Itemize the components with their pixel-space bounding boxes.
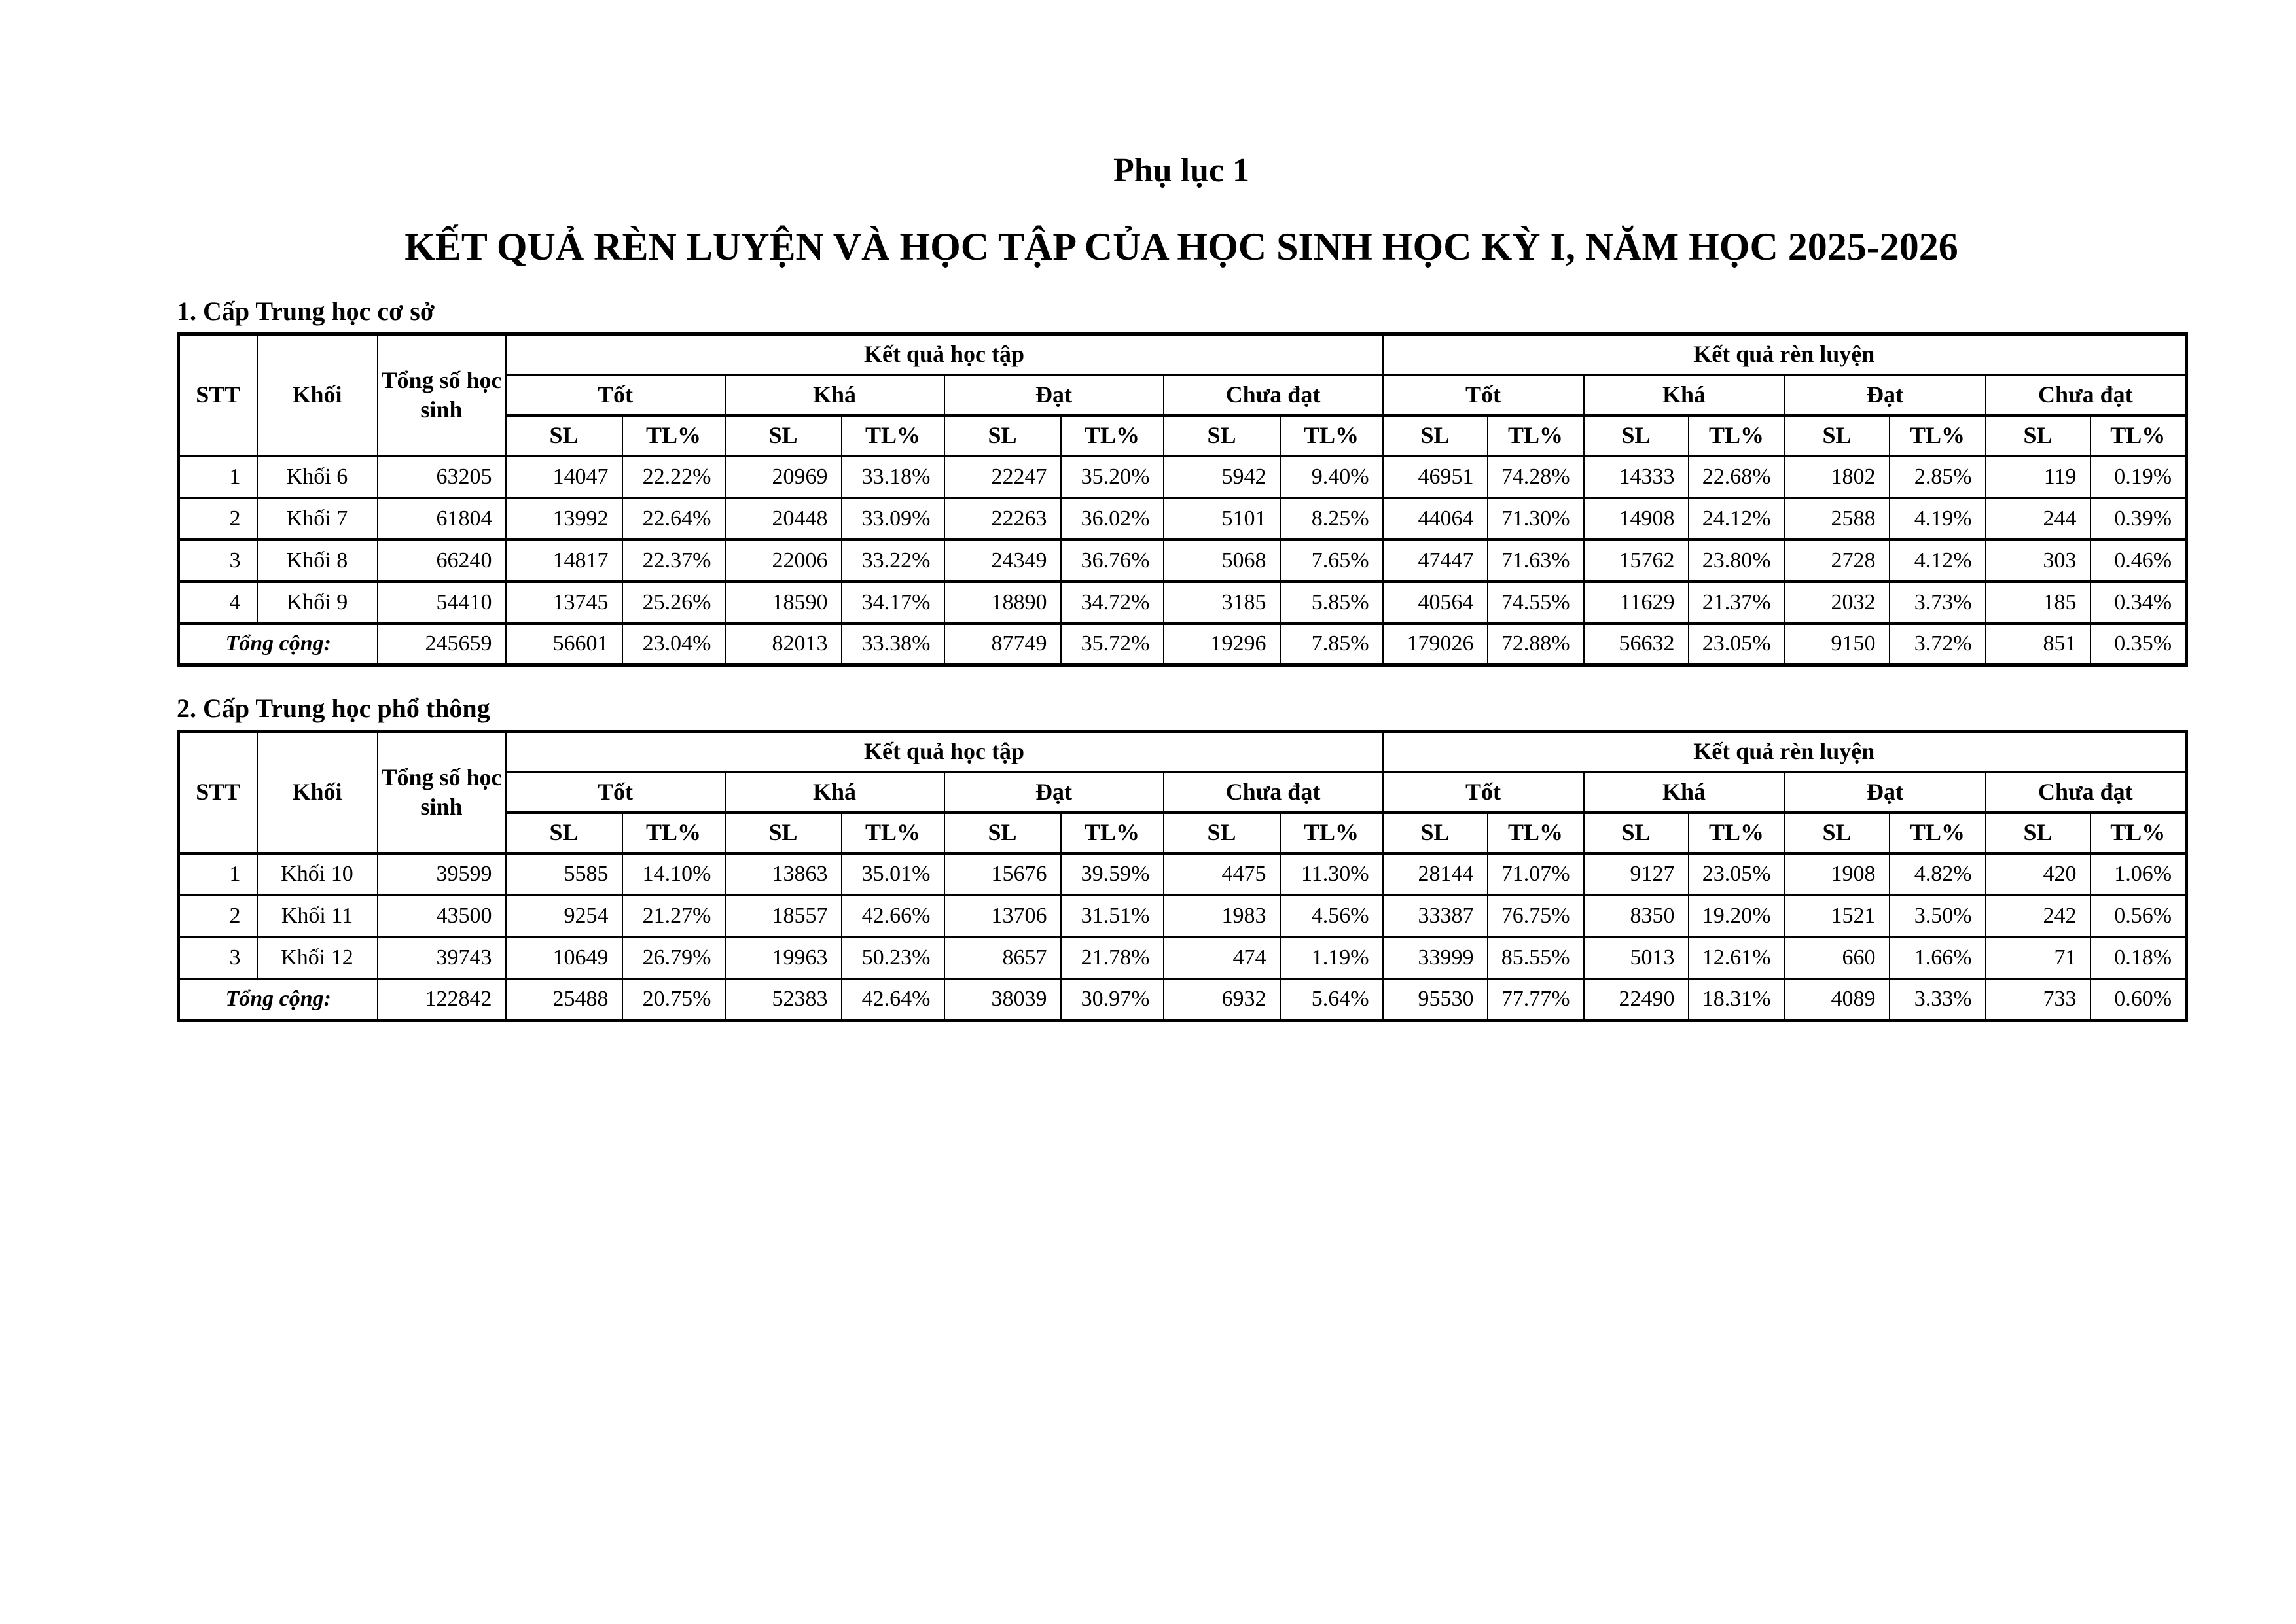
header-tl: TL% — [1280, 415, 1383, 456]
value-cell: 40564 — [1383, 582, 1488, 624]
value-cell: 28144 — [1383, 853, 1488, 895]
value-cell: 71.07% — [1488, 853, 1584, 895]
value-cell: 39743 — [378, 937, 506, 979]
appendix-title: Phụ lục 1 — [1113, 152, 1250, 189]
value-cell: 13863 — [725, 853, 842, 895]
total-value-cell: 20.75% — [622, 979, 725, 1021]
value-cell: 185 — [1986, 582, 2090, 624]
value-cell: 42.66% — [842, 895, 944, 937]
value-cell: 21.78% — [1061, 937, 1164, 979]
value-cell: 66240 — [378, 540, 506, 582]
header-tl: TL% — [1061, 813, 1164, 853]
value-cell: 1521 — [1785, 895, 1890, 937]
value-cell: 1908 — [1785, 853, 1890, 895]
value-cell: 25.26% — [622, 582, 725, 624]
value-cell: 33387 — [1383, 895, 1488, 937]
value-cell: 5013 — [1584, 937, 1689, 979]
total-value-cell: 245659 — [378, 624, 506, 665]
grade-cell: Khối 9 — [257, 582, 378, 624]
value-cell: 47447 — [1383, 540, 1488, 582]
total-value-cell: 35.72% — [1061, 624, 1164, 665]
row-index-cell: 1 — [179, 456, 257, 498]
data-row — [179, 498, 2187, 540]
value-cell: 3.50% — [1890, 895, 1986, 937]
value-cell: 8657 — [944, 937, 1061, 979]
total-value-cell: 82013 — [725, 624, 842, 665]
value-cell: 9.40% — [1280, 456, 1383, 498]
total-value-cell: 77.77% — [1488, 979, 1584, 1021]
total-value-cell: 0.35% — [2090, 624, 2187, 665]
value-cell: 5101 — [1164, 498, 1280, 540]
total-value-cell: 23.05% — [1689, 624, 1785, 665]
header-sl: SL — [725, 813, 842, 853]
value-cell: 420 — [1986, 853, 2090, 895]
value-cell: 33999 — [1383, 937, 1488, 979]
value-cell: 0.56% — [2090, 895, 2187, 937]
total-value-cell: 25488 — [506, 979, 622, 1021]
data-row — [179, 540, 2187, 582]
value-cell: 34.72% — [1061, 582, 1164, 624]
data-row — [179, 895, 2187, 937]
value-cell: 303 — [1986, 540, 2090, 582]
header-sl: SL — [725, 415, 842, 456]
value-cell: 71.63% — [1488, 540, 1584, 582]
value-cell: 85.55% — [1488, 937, 1584, 979]
total-value-cell: 38039 — [944, 979, 1061, 1021]
value-cell: 33.22% — [842, 540, 944, 582]
header-sl: SL — [1383, 813, 1488, 853]
value-cell: 24.12% — [1689, 498, 1785, 540]
value-cell: 2728 — [1785, 540, 1890, 582]
value-cell: 21.27% — [622, 895, 725, 937]
header-tl: TL% — [1488, 415, 1584, 456]
header-tl: TL% — [1061, 415, 1164, 456]
header-total-students: Tổng số học sinh — [378, 732, 506, 853]
value-cell: 14047 — [506, 456, 622, 498]
header-conduct-kha: Khá — [1584, 375, 1785, 415]
value-cell: 8350 — [1584, 895, 1689, 937]
grade-cell: Khối 8 — [257, 540, 378, 582]
total-value-cell: 19296 — [1164, 624, 1280, 665]
value-cell: 74.28% — [1488, 456, 1584, 498]
total-value-cell: 0.60% — [2090, 979, 2187, 1021]
value-cell: 119 — [1986, 456, 2090, 498]
value-cell: 2588 — [1785, 498, 1890, 540]
header-tl: TL% — [2090, 415, 2187, 456]
header-academic-kha: Khá — [725, 772, 944, 813]
value-cell: 18557 — [725, 895, 842, 937]
header-row-groups — [179, 732, 2187, 772]
header-conduct-dat: Đạt — [1785, 772, 1986, 813]
value-cell: 36.02% — [1061, 498, 1164, 540]
value-cell: 474 — [1164, 937, 1280, 979]
header-total-students: Tổng số học sinh — [378, 334, 506, 456]
value-cell: 242 — [1986, 895, 2090, 937]
header-academic-results: Kết quả học tập — [506, 732, 1383, 772]
value-cell: 4475 — [1164, 853, 1280, 895]
total-value-cell: 733 — [1986, 979, 2090, 1021]
value-cell: 8.25% — [1280, 498, 1383, 540]
value-cell: 0.39% — [2090, 498, 2187, 540]
table-header — [179, 334, 2187, 456]
value-cell: 13706 — [944, 895, 1061, 937]
value-cell: 18890 — [944, 582, 1061, 624]
header-academic-dat: Đạt — [944, 375, 1164, 415]
value-cell: 76.75% — [1488, 895, 1584, 937]
value-cell: 22006 — [725, 540, 842, 582]
value-cell: 660 — [1785, 937, 1890, 979]
value-cell: 14817 — [506, 540, 622, 582]
value-cell: 0.18% — [2090, 937, 2187, 979]
value-cell: 9254 — [506, 895, 622, 937]
header-academic-chua-dat: Chưa đạt — [1164, 772, 1383, 813]
section-heading-thpt: 2. Cấp Trung học phổ thông — [177, 694, 490, 723]
total-value-cell: 95530 — [1383, 979, 1488, 1021]
value-cell: 20969 — [725, 456, 842, 498]
value-cell: 11.30% — [1280, 853, 1383, 895]
value-cell: 71.30% — [1488, 498, 1584, 540]
total-value-cell: 9150 — [1785, 624, 1890, 665]
header-tl: TL% — [1689, 813, 1785, 853]
header-tl: TL% — [1488, 813, 1584, 853]
total-value-cell: 56632 — [1584, 624, 1689, 665]
header-sl: SL — [1383, 415, 1488, 456]
value-cell: 15676 — [944, 853, 1061, 895]
header-tl: TL% — [1890, 415, 1986, 456]
document-content — [177, 0, 2186, 1022]
value-cell: 1.06% — [2090, 853, 2187, 895]
data-row — [179, 853, 2187, 895]
value-cell: 22247 — [944, 456, 1061, 498]
main-title: KẾT QUẢ RÈN LUYỆN VÀ HỌC TẬP CỦA HỌC SINH HỌC KỲ I, NĂM HỌC 2025-2026 — [404, 225, 1958, 268]
total-row — [179, 624, 2187, 665]
header-sl: SL — [944, 415, 1061, 456]
header-academic-dat: Đạt — [944, 772, 1164, 813]
header-sl: SL — [944, 813, 1061, 853]
value-cell: 39599 — [378, 853, 506, 895]
value-cell: 23.05% — [1689, 853, 1785, 895]
header-khoi: Khối — [257, 732, 378, 853]
header-tl: TL% — [1890, 813, 1986, 853]
data-row — [179, 582, 2187, 624]
total-value-cell: 23.04% — [622, 624, 725, 665]
total-value-cell: 7.85% — [1280, 624, 1383, 665]
total-value-cell: 18.31% — [1689, 979, 1785, 1021]
grade-cell: Khối 6 — [257, 456, 378, 498]
value-cell: 35.01% — [842, 853, 944, 895]
row-index-cell: 4 — [179, 582, 257, 624]
value-cell: 44064 — [1383, 498, 1488, 540]
header-sl: SL — [1164, 415, 1280, 456]
total-value-cell: 122842 — [378, 979, 506, 1021]
value-cell: 54410 — [378, 582, 506, 624]
value-cell: 18590 — [725, 582, 842, 624]
row-index-cell: 2 — [179, 895, 257, 937]
header-academic-tot: Tốt — [506, 772, 725, 813]
total-value-cell: 22490 — [1584, 979, 1689, 1021]
header-row-groups — [179, 334, 2187, 375]
value-cell: 39.59% — [1061, 853, 1164, 895]
value-cell: 11629 — [1584, 582, 1689, 624]
value-cell: 63205 — [378, 456, 506, 498]
value-cell: 15762 — [1584, 540, 1689, 582]
header-academic-results: Kết quả học tập — [506, 334, 1383, 375]
value-cell: 1983 — [1164, 895, 1280, 937]
header-conduct-tot: Tốt — [1383, 375, 1584, 415]
header-conduct-tot: Tốt — [1383, 772, 1584, 813]
value-cell: 26.79% — [622, 937, 725, 979]
value-cell: 244 — [1986, 498, 2090, 540]
value-cell: 7.65% — [1280, 540, 1383, 582]
thcs-results-table — [177, 332, 2188, 667]
value-cell: 12.61% — [1689, 937, 1785, 979]
table-header — [179, 732, 2187, 853]
value-cell: 33.09% — [842, 498, 944, 540]
header-stt: STT — [179, 334, 257, 456]
value-cell: 22.68% — [1689, 456, 1785, 498]
value-cell: 9127 — [1584, 853, 1689, 895]
value-cell: 46951 — [1383, 456, 1488, 498]
value-cell: 71 — [1986, 937, 2090, 979]
header-tl: TL% — [2090, 813, 2187, 853]
row-index-cell: 3 — [179, 540, 257, 582]
value-cell: 74.55% — [1488, 582, 1584, 624]
total-value-cell: 3.33% — [1890, 979, 1986, 1021]
total-value-cell: 56601 — [506, 624, 622, 665]
value-cell: 3.73% — [1890, 582, 1986, 624]
grade-cell: Khối 12 — [257, 937, 378, 979]
value-cell: 1.66% — [1890, 937, 1986, 979]
value-cell: 13992 — [506, 498, 622, 540]
header-academic-kha: Khá — [725, 375, 944, 415]
grade-cell: Khối 11 — [257, 895, 378, 937]
header-sl: SL — [1986, 813, 2090, 853]
grade-cell: Khối 7 — [257, 498, 378, 540]
total-row — [179, 979, 2187, 1021]
value-cell: 1802 — [1785, 456, 1890, 498]
value-cell: 20448 — [725, 498, 842, 540]
value-cell: 2032 — [1785, 582, 1890, 624]
value-cell: 36.76% — [1061, 540, 1164, 582]
value-cell: 5068 — [1164, 540, 1280, 582]
header-academic-tot: Tốt — [506, 375, 725, 415]
header-tl: TL% — [1280, 813, 1383, 853]
header-tl: TL% — [622, 415, 725, 456]
thcs-table-body — [179, 456, 2187, 665]
value-cell: 2.85% — [1890, 456, 1986, 498]
header-conduct-results: Kết quả rèn luyện — [1383, 732, 2187, 772]
total-value-cell: 30.97% — [1061, 979, 1164, 1021]
row-index-cell: 2 — [179, 498, 257, 540]
total-value-cell: 87749 — [944, 624, 1061, 665]
value-cell: 4.19% — [1890, 498, 1986, 540]
header-conduct-kha: Khá — [1584, 772, 1785, 813]
value-cell: 5942 — [1164, 456, 1280, 498]
value-cell: 50.23% — [842, 937, 944, 979]
value-cell: 24349 — [944, 540, 1061, 582]
total-value-cell: 42.64% — [842, 979, 944, 1021]
value-cell: 5585 — [506, 853, 622, 895]
value-cell: 23.80% — [1689, 540, 1785, 582]
value-cell: 22263 — [944, 498, 1061, 540]
total-value-cell: 72.88% — [1488, 624, 1584, 665]
header-sl: SL — [1785, 813, 1890, 853]
value-cell: 4.82% — [1890, 853, 1986, 895]
total-value-cell: 5.64% — [1280, 979, 1383, 1021]
header-conduct-results: Kết quả rèn luyện — [1383, 334, 2187, 375]
header-tl: TL% — [1689, 415, 1785, 456]
total-value-cell: 6932 — [1164, 979, 1280, 1021]
value-cell: 22.64% — [622, 498, 725, 540]
data-row — [179, 937, 2187, 979]
total-value-cell: 3.72% — [1890, 624, 1986, 665]
value-cell: 3185 — [1164, 582, 1280, 624]
value-cell: 19.20% — [1689, 895, 1785, 937]
grade-cell: Khối 10 — [257, 853, 378, 895]
header-sl: SL — [506, 813, 622, 853]
value-cell: 14908 — [1584, 498, 1689, 540]
total-value-cell: 4089 — [1785, 979, 1890, 1021]
value-cell: 4.56% — [1280, 895, 1383, 937]
header-sl: SL — [1584, 415, 1689, 456]
header-academic-chua-dat: Chưa đạt — [1164, 375, 1383, 415]
value-cell: 22.37% — [622, 540, 725, 582]
header-conduct-chua-dat: Chưa đạt — [1986, 375, 2187, 415]
thpt-results-table — [177, 730, 2188, 1022]
header-conduct-chua-dat: Chưa đạt — [1986, 772, 2187, 813]
total-value-cell: 851 — [1986, 624, 2090, 665]
value-cell: 0.46% — [2090, 540, 2187, 582]
value-cell: 35.20% — [1061, 456, 1164, 498]
row-index-cell: 1 — [179, 853, 257, 895]
header-sl: SL — [1164, 813, 1280, 853]
value-cell: 14.10% — [622, 853, 725, 895]
total-label: Tổng cộng: — [179, 624, 378, 665]
row-index-cell: 3 — [179, 937, 257, 979]
total-value-cell: 33.38% — [842, 624, 944, 665]
value-cell: 31.51% — [1061, 895, 1164, 937]
total-value-cell: 179026 — [1383, 624, 1488, 665]
value-cell: 13745 — [506, 582, 622, 624]
header-khoi: Khối — [257, 334, 378, 456]
value-cell: 19963 — [725, 937, 842, 979]
data-row — [179, 456, 2187, 498]
value-cell: 61804 — [378, 498, 506, 540]
value-cell: 21.37% — [1689, 582, 1785, 624]
header-tl: TL% — [842, 415, 944, 456]
section-heading-thcs: 1. Cấp Trung học cơ sở — [177, 296, 435, 326]
header-tl: TL% — [842, 813, 944, 853]
value-cell: 10649 — [506, 937, 622, 979]
total-label: Tổng cộng: — [179, 979, 378, 1021]
value-cell: 5.85% — [1280, 582, 1383, 624]
header-sl: SL — [1584, 813, 1689, 853]
header-sl: SL — [1785, 415, 1890, 456]
value-cell: 1.19% — [1280, 937, 1383, 979]
total-value-cell: 52383 — [725, 979, 842, 1021]
header-conduct-dat: Đạt — [1785, 375, 1986, 415]
value-cell: 0.34% — [2090, 582, 2187, 624]
value-cell: 33.18% — [842, 456, 944, 498]
value-cell: 14333 — [1584, 456, 1689, 498]
header-stt: STT — [179, 732, 257, 853]
header-tl: TL% — [622, 813, 725, 853]
value-cell: 0.19% — [2090, 456, 2187, 498]
value-cell: 4.12% — [1890, 540, 1986, 582]
value-cell: 43500 — [378, 895, 506, 937]
value-cell: 34.17% — [842, 582, 944, 624]
header-sl: SL — [1986, 415, 2090, 456]
value-cell: 22.22% — [622, 456, 725, 498]
thpt-table-body — [179, 853, 2187, 1021]
header-sl: SL — [506, 415, 622, 456]
